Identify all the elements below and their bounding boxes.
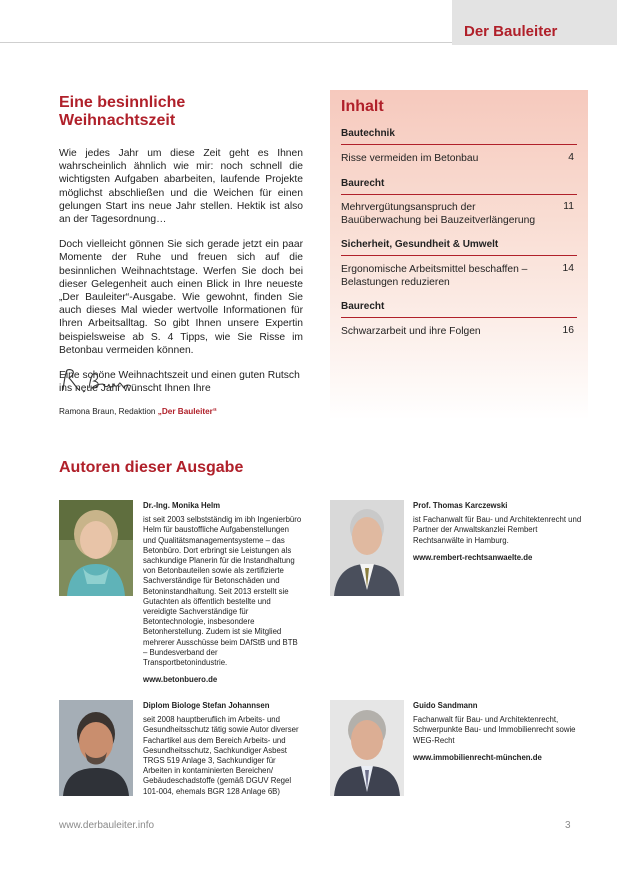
brand-name: Der Bauleiter xyxy=(464,23,558,40)
toc-section-heading: Baurecht xyxy=(341,301,385,312)
author-name: Guido Sandmann xyxy=(413,701,478,710)
author-photo-sandmann xyxy=(330,700,404,796)
toc-section-heading: Sicherheit, Gesundheit & Umwelt xyxy=(341,239,499,250)
header-rule xyxy=(0,42,452,43)
author-name: Diplom Biologe Stefan Johannsen xyxy=(143,701,270,710)
toc-title: Inhalt xyxy=(341,98,384,115)
author-card-sandmann xyxy=(413,701,588,763)
toc-section-heading: Bautechnik xyxy=(341,128,395,139)
author-photo-karczewski xyxy=(330,500,404,596)
footer-website-link[interactable]: www.derbauleiter.info xyxy=(59,820,155,831)
author-website-link[interactable]: www.immobilienrecht-münchen.de xyxy=(413,752,542,762)
author-bio: ist Fachanwalt für Bau- und Architektenrecht und Partner der Anwaltskanzlei Rembert Rechtsanwälte in Hamburg. xyxy=(413,515,582,545)
signoff xyxy=(59,407,217,416)
signoff-name: Ramona Braun, Redaktion xyxy=(59,407,156,416)
signature-image xyxy=(59,366,134,396)
toc-section-heading: Baurecht xyxy=(341,178,385,189)
toc-entry-title[interactable]: Ergonomische Arbeitsmittel beschaffen – Belastungen reduzieren xyxy=(341,264,528,288)
author-name: Prof. Thomas Karczewski xyxy=(413,501,508,510)
page-number: 3 xyxy=(565,820,571,831)
authors-title: Autoren dieser Ausgabe xyxy=(59,459,244,476)
author-bio: seit 2008 hauptberuflich im Arbeits- und Gesundheitsschutz tätig sowie Autor diverser Fachartikel aus dem Bereich Arbeits- und Gesundheitsschutz, Sachkundiger Asbest TRGS 519 Anlage 3, Sachkundiger für Arbeiten in kontaminierten Bereichen/ Gebäudeschadstoffe (gemäß DGUV Regel 101-004, ehemals BGR 128 Anlage 6B) xyxy=(143,715,299,796)
table-of-contents xyxy=(330,90,588,420)
editorial-greeting: Eine schöne Weihnachtszeit und einen guten Rutsch ins neue Jahr wünscht Ihnen Ihre xyxy=(59,370,300,395)
signoff-magazine: „Der Bauleiter“ xyxy=(157,407,217,416)
author-website-link[interactable]: www.betonbuero.de xyxy=(143,675,218,685)
toc-divider xyxy=(341,317,577,318)
author-bio: Fachanwalt für Bau- und Architektenrecht, Schwerpunkte Bau- und Immobilienrecht sowie WEG-Recht xyxy=(413,715,576,745)
editorial xyxy=(59,94,303,407)
brand-tab xyxy=(452,0,617,45)
author-card-karczewski xyxy=(413,501,588,563)
author-photo-helm xyxy=(59,500,133,596)
author-photo-johannsen xyxy=(59,700,133,796)
toc-entry-page: 16 xyxy=(562,325,574,336)
editorial-paragraph: Doch vielleicht gönnen Sie sich gerade jetzt ein paar Momente der Ruhe und freuen sich auf die besinnlichen Weihnachtstage. Werfen Sie doch bei dieser Gelegenheit auch einen Blick in Ihre neueste „Der Bauleiter“-Ausgabe. Wie gewohnt, finden Sie auch dieses Mal wieder wertvolle Informationen für Ihren Arbeitsalltag. So gibt Ihnen unsere Expertin beispielsweise ab S. 4 Tipps, wie Sie Risse im Betonbau vermeiden können. xyxy=(59,239,303,356)
author-card-johannsen xyxy=(143,701,303,797)
toc-entry-title[interactable]: Schwarzarbeit und ihre Folgen xyxy=(341,326,481,337)
toc-entry-title[interactable]: Mehrvergütungsanspruch der Bauüberwachung bei Bauzeitverlängerung xyxy=(341,202,536,226)
author-name: Dr.-Ing. Monika Helm xyxy=(143,501,221,510)
editorial-paragraph: Wie jedes Jahr um diese Zeit geht es Ihnen wahrscheinlich ähnlich wie mir: noch schnell die wichtigsten Aufgaben abarbeiten, laufende Projekte möglichst abschließen und die Weichen für einen gelungen Start ins neue Jahr stellen. Hektik ist also an der Tagesordnung… xyxy=(59,148,303,226)
author-card-helm xyxy=(143,501,303,685)
toc-entry-page: 4 xyxy=(568,152,574,163)
toc-entry-page: 11 xyxy=(563,201,574,212)
toc-entry-page: 14 xyxy=(562,263,574,274)
toc-divider xyxy=(341,255,577,256)
toc-entry-title[interactable]: Risse vermeiden im Betonbau xyxy=(341,153,479,164)
author-website-link[interactable]: www.rembert-rechtsanwaelte.de xyxy=(413,552,533,562)
toc-divider xyxy=(341,144,577,145)
toc-divider xyxy=(341,194,577,195)
author-bio: ist seit 2003 selbstständig im ibh Ingenierbüro Helm für baustoffliche Aufgabenstellungen und Qualitätsmanagementsysteme – das Betonbüro. Dort erbringt sie Leistungen als sachkundige Planerin für die Instandhaltung von Betonbauteilen sowie als zertifizierte Sachverständige für Betonschäden und Betoninstandhaltung. Seit 2013 erstellt sie Gutachten als öffentlich bestellte und vereidigte Sachverständige für Betontechnologie, insbesondere Betonherstellung. Zudem ist sie Mitglied mehrerer Ausschüsse beim DAfStB und BTB – Bundesverband der Transportbetonindustrie. xyxy=(143,515,302,668)
editorial-title: Eine besinnliche Weihnachtszeit xyxy=(59,94,186,129)
